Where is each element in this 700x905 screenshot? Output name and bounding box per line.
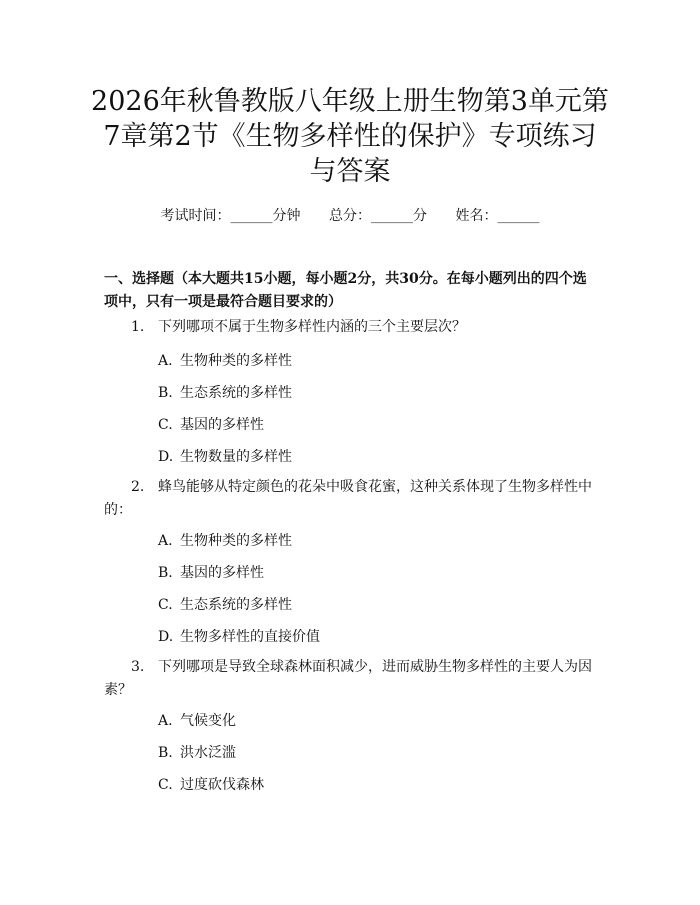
question-text: 下列哪项是导致全球森林面积减少，进而威胁生物多样性的主要人为因 [158,659,592,675]
question-number: 3. [131,659,145,675]
section-heading [104,268,604,314]
option-text: 过度砍伐森林 [180,777,264,793]
option-text: 基因的多样性 [180,565,264,581]
option-text: 生物数量的多样性 [180,449,292,465]
option-text: 基因的多样性 [180,417,264,433]
title-line-1: 2026年秋鲁教版八年级上册生物第3单元第 [91,86,609,117]
question-text-continued: 素？ [104,682,132,698]
question-number: 1. [131,319,145,335]
option-text: 生态系统的多样性 [180,385,292,401]
option-1a [158,350,292,370]
exam-time-field: 考试时间：______分钟 [160,208,301,224]
option-text: 生态系统的多样性 [180,597,292,613]
option-3b [158,742,236,762]
exam-meta [0,205,700,225]
option-3c [158,774,264,794]
question-text-continued: 的： [104,502,132,518]
student-name-field: 姓名：______ [455,208,540,224]
option-letter: B. [158,385,173,401]
question-text: 蜂鸟能够从特定颜色的花朵中吸食花蜜，这种关系体现了生物多样性中 [158,479,592,495]
option-letter: C. [158,417,173,433]
option-text: 气候变化 [180,713,236,729]
option-letter: A. [158,353,173,369]
option-1c [158,414,264,434]
total-score-field: 总分：______分 [329,208,427,224]
option-letter: D. [158,449,174,465]
option-text: 生物多样性的直接价值 [180,629,320,645]
question-number: 2. [131,479,145,495]
option-letter: B. [158,565,173,581]
question-text: 下列哪项不属于生物多样性内涵的三个主要层次？ [158,319,466,335]
option-text: 生物种类的多样性 [180,353,292,369]
option-3a [158,710,236,730]
title-line-3: 与答案 [309,156,391,187]
option-letter: C. [158,597,173,613]
option-1b [158,382,292,402]
option-2a [158,530,292,550]
option-letter: A. [158,713,173,729]
title-line-2: 7章第2节《生物多样性的保护》专项练习 [103,121,597,152]
option-2d [158,626,320,646]
option-2c [158,594,292,614]
option-text: 洪水泛滥 [180,745,236,761]
option-1d [158,446,292,466]
option-letter: B. [158,745,173,761]
option-letter: D. [158,629,174,645]
section-heading-line-1: 一、选择题（本大题共15小题，每小题2分，共30分。在每小题列出的四个选 [104,271,587,287]
option-2b [158,562,264,582]
option-text: 生物种类的多样性 [180,533,292,549]
option-letter: C. [158,777,173,793]
option-letter: A. [158,533,173,549]
section-heading-line-2: 项中，只有一项是最符合题目要求的） [104,294,342,310]
document-title [60,84,640,189]
